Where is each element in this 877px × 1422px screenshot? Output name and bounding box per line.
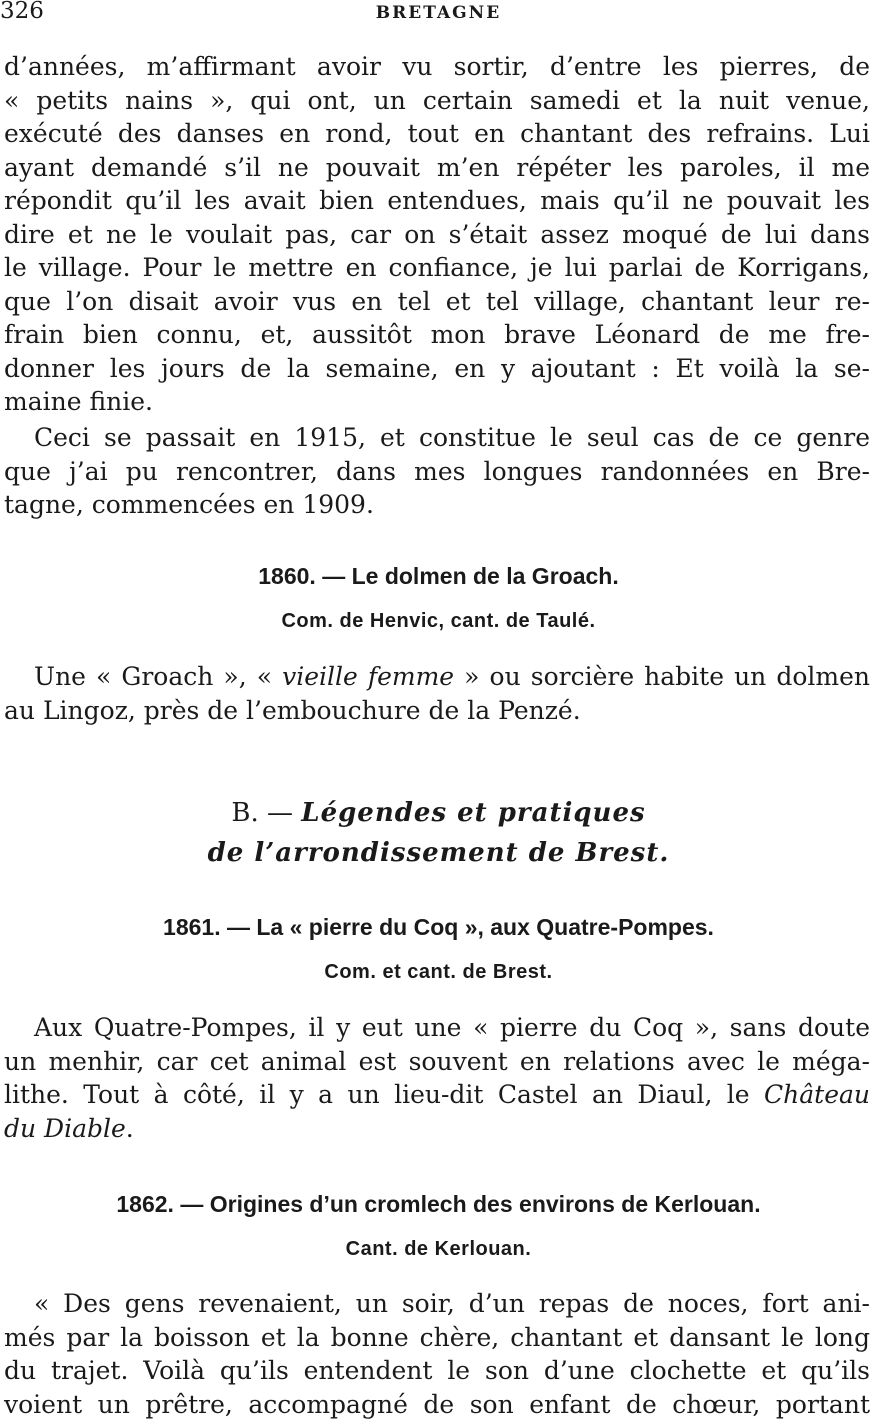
text-line: d’années, m’affirmant avoir vu sortir, d’entre les pierres, de xyxy=(4,52,870,81)
text-line: voient un prêtre, accompagné de son enfant de chœur, portant xyxy=(4,1389,870,1419)
text-line: « Des gens revenaient, un soir, d’un repas de noces, fort ani- xyxy=(34,1289,870,1318)
text-line: exécuté des danses en rond, tout en chantant des refrains. Lui xyxy=(4,119,870,148)
text-line: tagne, commencées en 1909. xyxy=(4,490,374,519)
running-title: BRETAGNE xyxy=(375,3,502,23)
text-line: ayant demandé s’il ne pouvait m’en répéter les paroles, il me xyxy=(4,152,870,182)
text-line: que l’on disait avoir vus en tel et tel village, chantant leur re- xyxy=(4,286,870,316)
entry-1860-title: 1860. — Le dolmen de la Groach. xyxy=(258,563,619,589)
text-line: Une « Groach », « vieille femme » ou sorcière habite un dolmen xyxy=(34,662,870,691)
entry-1862-location: Cant. de Kerlouan. xyxy=(345,1238,532,1260)
text-line: lithe. Tout à côté, il y a un lieu-dit Castel an Diaul, le Château xyxy=(4,1080,870,1109)
text-line: Aux Quatre-Pompes, il y eut une « pierre du Coq », sans doute xyxy=(34,1013,870,1042)
text-line: Ceci se passait en 1915, et constitue le seul cas de ce genre xyxy=(34,423,870,452)
page-number: 326 xyxy=(0,0,44,24)
text-line: donner les jours de la semaine, en y ajoutant : Et voilà la se- xyxy=(4,353,870,383)
entry-1862-text xyxy=(4,1287,870,1421)
entry-1862-title: 1862. — Origines d’un cromlech des environs de Kerlouan. xyxy=(116,1191,761,1217)
text-line: « petits nains », qui ont, un certain samedi et la nuit venue, xyxy=(4,85,870,115)
section-b-heading: B. — Légendes et pratiques de l’arrondissement de Brest. xyxy=(207,798,670,868)
page-header xyxy=(0,0,877,28)
entry-1860-location: Com. de Henvic, cant. de Taulé. xyxy=(281,610,596,632)
paragraph-korrigans xyxy=(4,50,870,419)
entry-1861-text xyxy=(4,1011,870,1145)
text-line: du Diable. xyxy=(4,1113,134,1143)
text-line: que j’ai pu rencontrer, dans mes longues randonnées en Bre- xyxy=(4,456,870,486)
paragraph-1915 xyxy=(4,421,870,522)
text-line: maine finie. xyxy=(4,387,153,416)
entry-1860-text xyxy=(4,660,870,727)
text-line: dire et ne le voulait pas, car on s’était assez moqué de lui dans xyxy=(4,219,870,249)
text-line: més par la boisson et la bonne chère, chantant et dansant le long xyxy=(4,1322,870,1352)
text-line: le village. Pour le mettre en confiance, je lui parlai de Korrigans, xyxy=(4,253,870,282)
text-line: un menhir, car cet animal est souvent en relations avec le méga- xyxy=(4,1046,870,1076)
entry-1861-title: 1861. — La « pierre du Coq », aux Quatre-Pompes. xyxy=(163,914,714,940)
entry-1861-location: Com. et cant. de Brest. xyxy=(324,961,553,983)
text-line: répondit qu’il les avait bien entendues, mais qu’il ne pouvait les xyxy=(4,186,870,215)
text-line: frain bien connu, et, aussitôt mon brave Léonard de me fre- xyxy=(4,320,870,349)
text-line: du trajet. Voilà qu’ils entendent le son d’une clochette et qu’ils xyxy=(4,1356,870,1385)
text-line: au Lingoz, près de l’embouchure de la Penzé. xyxy=(4,695,581,725)
